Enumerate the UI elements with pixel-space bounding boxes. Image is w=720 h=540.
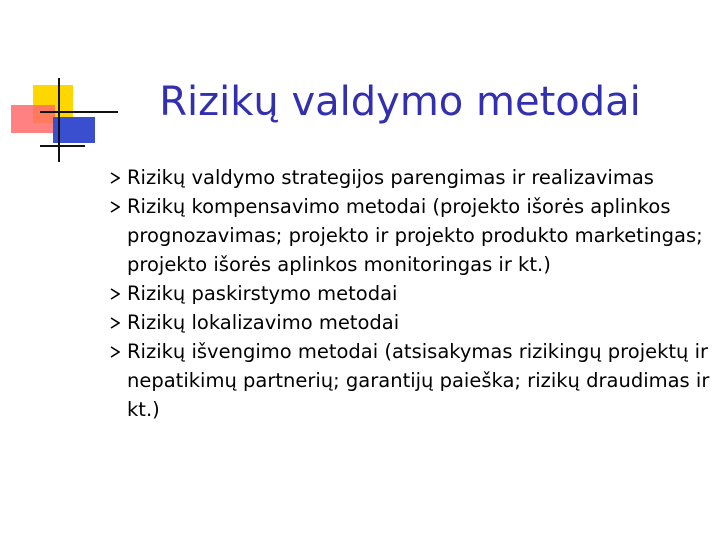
bullet-item — [110, 192, 710, 279]
arrowhead-icon — [110, 346, 120, 358]
bullet-list — [110, 163, 710, 424]
logo-red-square — [11, 105, 55, 133]
logo-horizontal-line — [40, 145, 85, 147]
arrowhead-icon — [110, 288, 120, 300]
logo-vertical-line — [58, 78, 60, 162]
arrowhead-icon — [110, 317, 120, 329]
bullet-text: Rizikų valdymo strategijos parengimas ir realizavimas — [127, 166, 654, 189]
bullet-item — [110, 279, 710, 308]
arrowhead-icon — [110, 172, 120, 184]
bullet-text: Rizikų kompensavimo metodai (projekto išorės aplinkos prognozavimas; projekto ir projekto produkto marketingas; projekto išorės aplinkos monitoringas ir kt.) — [127, 195, 703, 276]
decorative-logo-icon — [0, 0, 110, 170]
bullet-text: Rizikų paskirstymo metodai — [127, 282, 398, 305]
bullet-text: Rizikų lokalizavimo metodai — [127, 311, 400, 334]
bullet-item — [110, 308, 710, 337]
bullet-item — [110, 337, 710, 424]
logo-horizontal-line — [40, 111, 118, 113]
slide-title: Rizikų valdymo metodai — [159, 79, 641, 125]
bullet-item — [110, 163, 710, 192]
bullet-text: Rizikų išvengimo metodai (atsisakymas rizikingų projektų ir nepatikimų partnerių; garantijų paieška; rizikų draudimas ir kt.) — [127, 340, 710, 421]
arrowhead-icon — [110, 201, 120, 213]
